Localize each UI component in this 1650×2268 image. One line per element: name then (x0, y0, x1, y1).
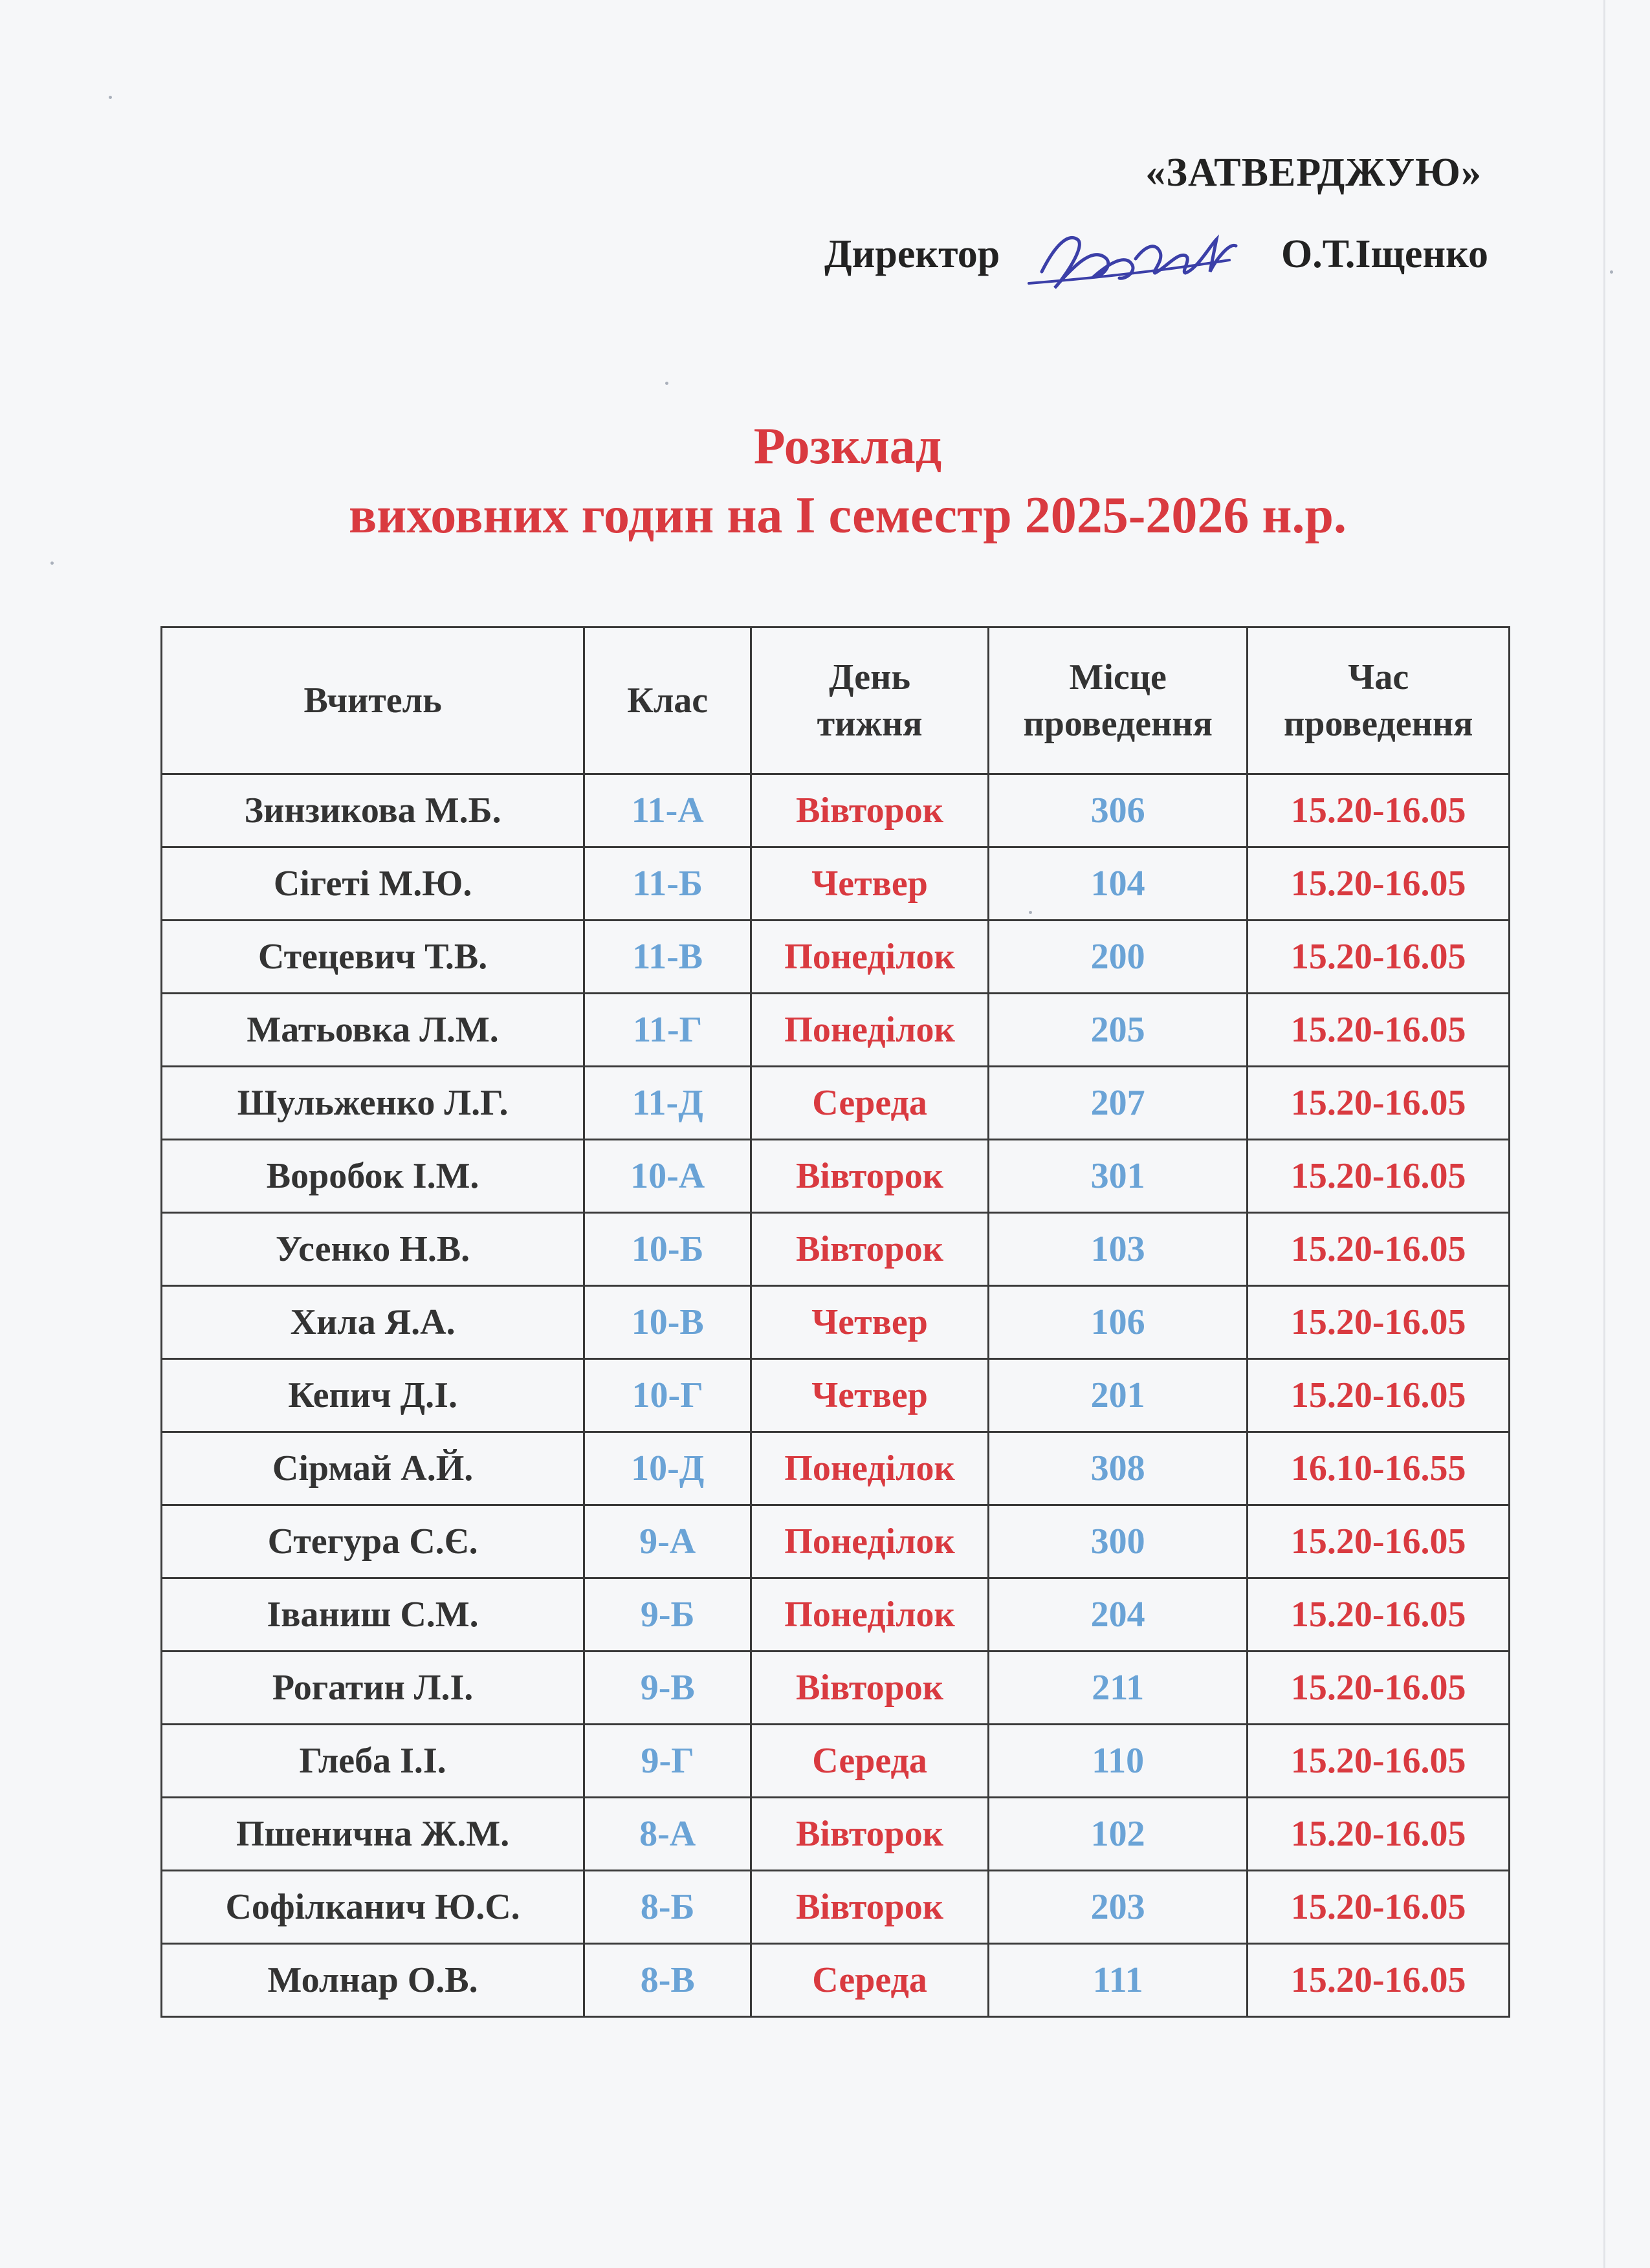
room-cell: 301 (988, 1140, 1248, 1213)
time-cell: 15.20-16.05 (1248, 1140, 1510, 1213)
room-cell: 106 (988, 1286, 1248, 1359)
day-cell: Вівторок (751, 1798, 989, 1871)
class-cell: 8-Б (584, 1871, 751, 1944)
table-row (162, 1213, 1510, 1286)
room-cell: 102 (988, 1798, 1248, 1871)
class-cell: 9-Г (584, 1725, 751, 1798)
time-cell: 15.20-16.05 (1248, 1286, 1510, 1359)
director-signature-line (822, 228, 1488, 305)
day-cell: Середа (751, 1944, 989, 2017)
time-cell: 15.20-16.05 (1248, 1067, 1510, 1140)
teacher-cell: Хила Я.А. (162, 1286, 584, 1359)
day-cell: Вівторок (751, 1140, 989, 1213)
header-day-line-1: День (829, 657, 911, 697)
table-row (162, 1140, 1510, 1213)
day-cell: Вівторок (751, 1652, 989, 1725)
day-cell: Вівторок (751, 1871, 989, 1944)
teacher-cell: Рогатин Л.І. (162, 1652, 584, 1725)
time-cell: 15.20-16.05 (1248, 1725, 1510, 1798)
day-cell: Понеділок (751, 921, 989, 994)
class-cell: 11-А (584, 774, 751, 847)
teacher-cell: Пшенична Ж.М. (162, 1798, 584, 1871)
day-cell: Четвер (751, 1286, 989, 1359)
header-place (988, 627, 1248, 774)
title-line-2: виховних годин на І семестр 2025-2026 н.р. (348, 487, 1347, 544)
header-teacher-label: Вчитель (303, 681, 442, 721)
title-line-1: Розклад (753, 418, 942, 475)
day-cell: Четвер (751, 1359, 989, 1432)
teacher-cell: Стегура С.Є. (162, 1505, 584, 1578)
teacher-cell: Стецевич Т.В. (162, 921, 584, 994)
class-cell: 8-В (584, 1944, 751, 2017)
teacher-cell: Сігеті М.Ю. (162, 847, 584, 921)
room-cell: 204 (988, 1578, 1248, 1652)
schedule-table (160, 626, 1510, 2018)
time-cell: 15.20-16.05 (1248, 1871, 1510, 1944)
teacher-cell: Софілканич Ю.С. (162, 1871, 584, 1944)
time-cell: 15.20-16.05 (1248, 921, 1510, 994)
day-cell: Середа (751, 1725, 989, 1798)
room-cell: 300 (988, 1505, 1248, 1578)
teacher-cell: Кепич Д.І. (162, 1359, 584, 1432)
class-cell: 8-А (584, 1798, 751, 1871)
table-row (162, 1359, 1510, 1432)
header-class-label: Клас (627, 681, 709, 721)
header-time (1248, 627, 1510, 774)
class-cell: 11-Б (584, 847, 751, 921)
teacher-cell: Шульженко Л.Г. (162, 1067, 584, 1140)
room-cell: 308 (988, 1432, 1248, 1505)
class-cell: 9-В (584, 1652, 751, 1725)
table-row (162, 1725, 1510, 1798)
room-cell: 207 (988, 1067, 1248, 1140)
day-cell: Понеділок (751, 1432, 989, 1505)
document-title (0, 414, 1650, 551)
day-cell: Вівторок (751, 774, 989, 847)
header-place-line-2: проведення (1023, 704, 1213, 744)
director-label: Директор (824, 232, 1000, 276)
teacher-cell: Матьовка Л.М. (162, 994, 584, 1067)
day-cell: Понеділок (751, 1578, 989, 1652)
time-cell: 15.20-16.05 (1248, 1359, 1510, 1432)
header-day (751, 627, 989, 774)
day-cell: Середа (751, 1067, 989, 1140)
room-cell: 200 (988, 921, 1248, 994)
class-cell: 11-В (584, 921, 751, 994)
schedule-body (162, 774, 1510, 2017)
table-row (162, 1871, 1510, 1944)
time-cell: 15.20-16.05 (1248, 1944, 1510, 2017)
room-cell: 110 (988, 1725, 1248, 1798)
header-day-line-2: тижня (817, 704, 923, 744)
class-cell: 11-Г (584, 994, 751, 1067)
scan-edge-line (1603, 0, 1605, 2268)
header-time-line-2: проведення (1284, 704, 1473, 744)
teacher-cell: Усенко Н.В. (162, 1213, 584, 1286)
table-row (162, 994, 1510, 1067)
time-cell: 15.20-16.05 (1248, 1578, 1510, 1652)
teacher-cell: Зинзикова М.Б. (162, 774, 584, 847)
room-cell: 211 (988, 1652, 1248, 1725)
day-cell: Вівторок (751, 1213, 989, 1286)
class-cell: 9-Б (584, 1578, 751, 1652)
room-cell: 103 (988, 1213, 1248, 1286)
time-cell: 15.20-16.05 (1248, 1652, 1510, 1725)
approval-title: «ЗАТВЕРДЖУЮ» (1145, 151, 1482, 195)
class-cell: 10-В (584, 1286, 751, 1359)
table-row (162, 1432, 1510, 1505)
table-row (162, 774, 1510, 847)
time-cell: 15.20-16.05 (1248, 847, 1510, 921)
class-cell: 10-Г (584, 1359, 751, 1432)
header-teacher (162, 627, 584, 774)
header-class (584, 627, 751, 774)
room-cell: 111 (988, 1944, 1248, 2017)
teacher-cell: Сірмай А.Й. (162, 1432, 584, 1505)
room-cell: 205 (988, 994, 1248, 1067)
time-cell: 15.20-16.05 (1248, 1798, 1510, 1871)
class-cell: 9-А (584, 1505, 751, 1578)
teacher-cell: Воробок І.М. (162, 1140, 584, 1213)
teacher-cell: Глеба І.І. (162, 1725, 584, 1798)
room-cell: 104 (988, 847, 1248, 921)
table-row (162, 1944, 1510, 2017)
day-cell: Понеділок (751, 994, 989, 1067)
table-row (162, 921, 1510, 994)
table-row (162, 1067, 1510, 1140)
day-cell: Четвер (751, 847, 989, 921)
room-cell: 203 (988, 1871, 1248, 1944)
class-cell: 10-А (584, 1140, 751, 1213)
room-cell: 306 (988, 774, 1248, 847)
class-cell: 10-Д (584, 1432, 751, 1505)
time-cell: 16.10-16.55 (1248, 1432, 1510, 1505)
table-row (162, 1505, 1510, 1578)
room-cell: 201 (988, 1359, 1248, 1432)
time-cell: 15.20-16.05 (1248, 1505, 1510, 1578)
director-name: О.Т.Іщенко (1281, 232, 1488, 276)
time-cell: 15.20-16.05 (1248, 1213, 1510, 1286)
day-cell: Понеділок (751, 1505, 989, 1578)
table-header-row (162, 627, 1510, 774)
teacher-cell: Молнар О.В. (162, 1944, 584, 2017)
time-cell: 15.20-16.05 (1248, 994, 1510, 1067)
table-row (162, 1286, 1510, 1359)
time-cell: 15.20-16.05 (1248, 774, 1510, 847)
table-row (162, 1798, 1510, 1871)
header-time-line-1: Час (1348, 657, 1409, 697)
table-row (162, 847, 1510, 921)
teacher-cell: Іваниш С.М. (162, 1578, 584, 1652)
table-row (162, 1652, 1510, 1725)
table-row (162, 1578, 1510, 1652)
header-place-line-1: Місце (1069, 657, 1167, 697)
class-cell: 10-Б (584, 1213, 751, 1286)
class-cell: 11-Д (584, 1067, 751, 1140)
